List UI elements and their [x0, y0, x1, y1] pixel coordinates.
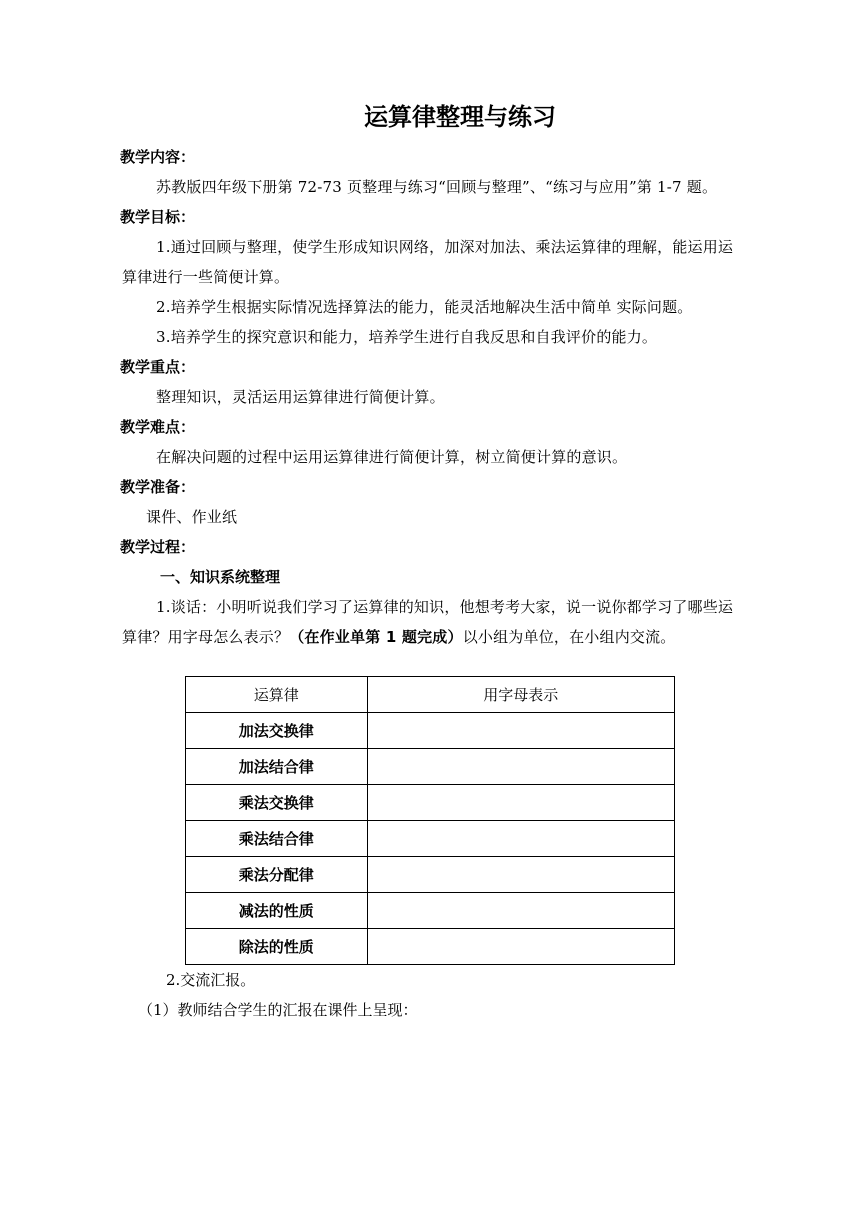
table-row — [186, 929, 675, 965]
table-cell-letters — [367, 821, 674, 857]
table-cell-letters — [367, 785, 674, 821]
table-row — [186, 893, 675, 929]
step-1-part-b: 以小组为单位，在小组内交流。 — [462, 628, 676, 646]
table-row — [186, 713, 675, 749]
key-text: 整理知识，灵活运用运算律进行简便计算。 — [156, 388, 445, 406]
table-row — [186, 821, 675, 857]
process-heading: 教学过程： — [120, 538, 196, 556]
page-title: 运算律整理与练习 — [364, 102, 556, 131]
step-1-text — [122, 592, 738, 652]
prep-text: 课件、作业纸 — [146, 508, 238, 526]
table-header-letters: 用字母表示 — [367, 677, 674, 713]
table-cell-letters — [367, 929, 674, 965]
goal-item-1: 1.通过回顾与整理，使学生形成知识网络，加深对加法、乘法运算律的理解，能运用运算律进行一些简便计算。 — [122, 238, 734, 286]
step-2-text: 2.交流汇报。 — [166, 971, 256, 989]
goals-heading: 教学目标： — [120, 208, 196, 226]
content-text: 苏教版四年级下册第 72-73 页整理与练习“回顾与整理”、“练习与应用”第 1-7 题。 — [156, 178, 718, 196]
table-row — [186, 749, 675, 785]
table-row — [186, 857, 675, 893]
table-cell-law: 减法的性质 — [186, 893, 368, 929]
goal-item-3: 3.培养学生的探究意识和能力，培养学生进行自我反思和自我评价的能力。 — [156, 328, 658, 346]
goal-item-2: 2.培养学生根据实际情况选择算法的能力，能灵活地解决生活中简单 实际问题。 — [156, 298, 693, 316]
table-cell-letters — [367, 857, 674, 893]
table-cell-letters — [367, 893, 674, 929]
table-cell-law: 乘法交换律 — [186, 785, 368, 821]
table-cell-law: 加法结合律 — [186, 749, 368, 785]
laws-table — [185, 676, 675, 965]
step-1-part-a: 1.谈话：小明听说我们学习了运算律的知识，他想考考大家，说一说你都学习了哪些运算律？用字母怎么表示？ — [122, 598, 734, 646]
section-one-heading: 一、知识系统整理 — [160, 568, 281, 586]
table-cell-letters — [367, 749, 674, 785]
key-heading: 教学重点： — [120, 358, 196, 376]
prep-heading: 教学准备： — [120, 478, 196, 496]
table-header-law: 运算律 — [186, 677, 368, 713]
table-cell-letters — [367, 713, 674, 749]
step-2-sub-text: （1）教师结合学生的汇报在课件上呈现： — [138, 1001, 418, 1019]
step-1-note: （在作业单第 1 题完成） — [289, 628, 463, 646]
difficulty-heading: 教学难点： — [120, 418, 196, 436]
table-cell-law: 乘法结合律 — [186, 821, 368, 857]
table-cell-law: 加法交换律 — [186, 713, 368, 749]
content-heading: 教学内容： — [120, 148, 196, 166]
table-header-row — [186, 677, 675, 713]
table-cell-law: 除法的性质 — [186, 929, 368, 965]
document-page — [122, 92, 738, 1025]
table-cell-law: 乘法分配律 — [186, 857, 368, 893]
difficulty-text: 在解决问题的过程中运用运算律进行简便计算，树立简便计算的意识。 — [156, 448, 628, 466]
table-row — [186, 785, 675, 821]
